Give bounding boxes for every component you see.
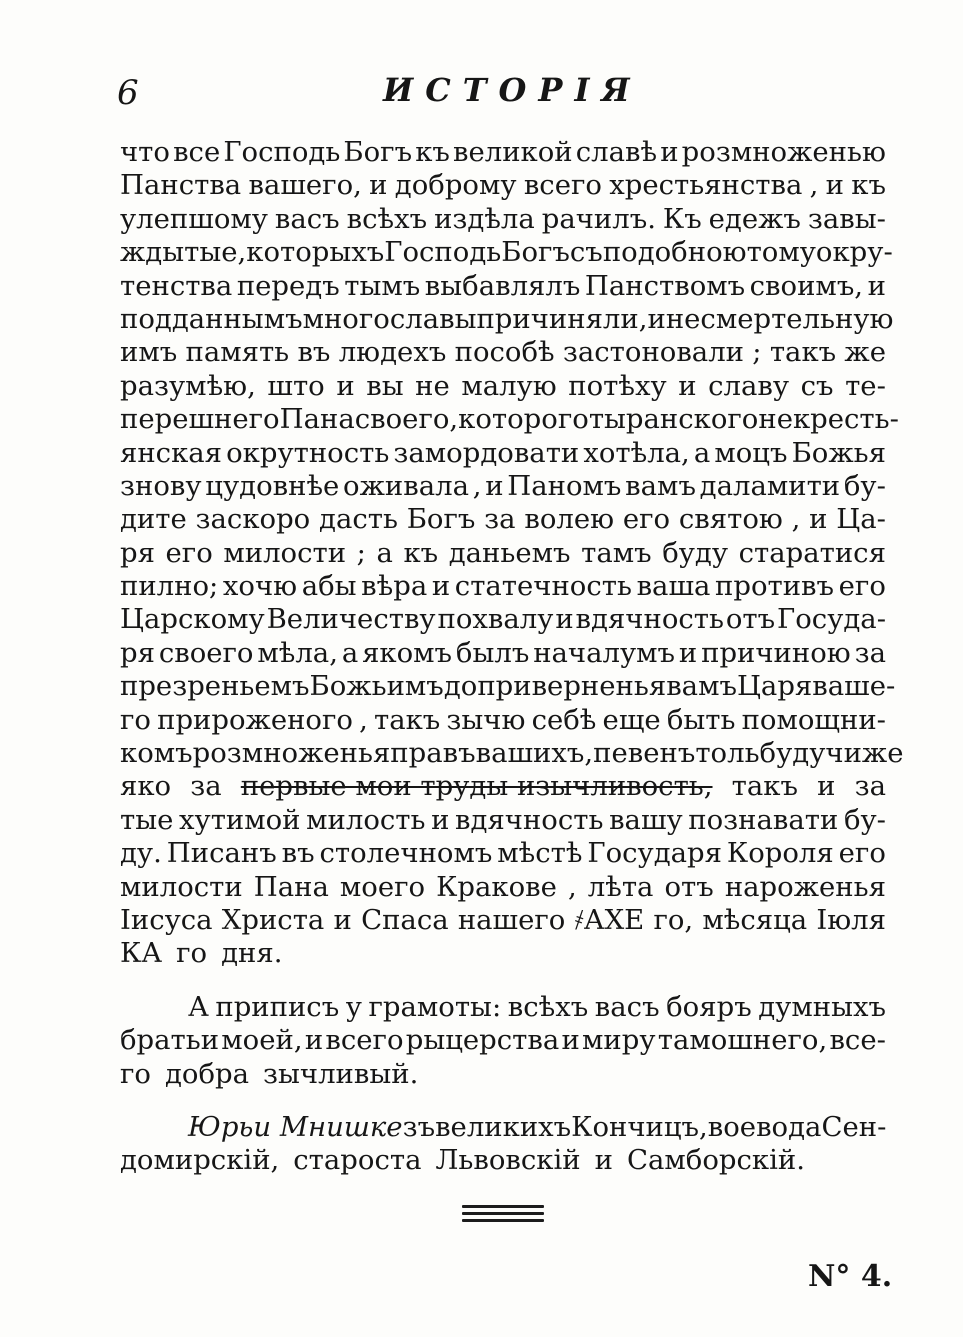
text-line — [120, 1111, 886, 1144]
text-line — [120, 603, 886, 636]
word: абы — [301, 570, 357, 603]
text-line — [120, 737, 904, 770]
word: и — [336, 369, 355, 402]
word: грамоты: — [368, 990, 502, 1023]
word: всѣхъ — [507, 990, 589, 1023]
word: будучи — [759, 737, 862, 770]
text-line — [120, 570, 886, 603]
word: за — [854, 636, 886, 669]
text-line — [120, 270, 886, 303]
word: пособѣ — [454, 336, 555, 369]
word: и — [369, 169, 388, 202]
word: Царскому — [120, 603, 265, 636]
word: лѣта — [587, 870, 654, 903]
word: же — [861, 737, 904, 770]
word: тыранского — [588, 403, 759, 436]
word: миру — [582, 1024, 656, 1057]
word: тамъ — [581, 536, 652, 569]
word: всего — [325, 1024, 404, 1057]
word: некресть- — [758, 403, 899, 436]
word: а — [341, 636, 359, 669]
word: славу — [708, 369, 790, 402]
text-line — [120, 770, 886, 803]
word: всѣхъ — [346, 202, 428, 235]
word: себѣ — [531, 703, 597, 736]
word: Богъ — [343, 136, 413, 168]
word: яко — [120, 770, 172, 803]
word: за — [854, 770, 886, 803]
word: Львовскій — [435, 1144, 581, 1177]
word: до — [443, 670, 478, 703]
word: а — [693, 436, 711, 469]
word: приписъ — [215, 990, 340, 1023]
word: бу- — [843, 469, 886, 502]
text-line — [120, 336, 886, 369]
word: славѣ — [575, 136, 658, 168]
word: и — [431, 803, 450, 836]
word: даньемъ — [448, 536, 571, 569]
word: святою — [678, 503, 783, 536]
word: Царя — [736, 670, 813, 703]
word: , — [809, 169, 819, 202]
word: Богъ — [501, 236, 570, 269]
text-line — [120, 1024, 886, 1057]
word: мѣсяца — [702, 903, 808, 936]
word: великихъ — [435, 1110, 572, 1143]
word: Іюля — [816, 903, 886, 936]
word: вдячность — [455, 803, 604, 836]
word: и — [867, 269, 886, 302]
word: передъ — [236, 269, 340, 302]
word: отъ — [664, 870, 714, 903]
word: Христа — [221, 903, 325, 936]
word: тые, — [184, 236, 247, 269]
word: Божьимъ — [309, 670, 444, 703]
word: го — [176, 937, 208, 970]
word: улепшому — [120, 202, 268, 235]
word: подданнымъ — [120, 302, 303, 335]
word: тамошнего, — [657, 1024, 828, 1057]
word: и — [660, 136, 679, 168]
word: што — [267, 369, 325, 402]
word: завы- — [807, 202, 886, 235]
word: подобною — [602, 236, 747, 269]
word: , — [472, 469, 482, 502]
word: моего — [339, 870, 426, 903]
word: окрутность — [226, 436, 390, 469]
word: все- — [829, 1024, 886, 1057]
text-line — [120, 236, 893, 269]
word: заскоро — [195, 503, 311, 536]
text-line — [120, 537, 886, 570]
word: былъ — [455, 636, 530, 669]
word: и — [304, 1024, 324, 1057]
text-line — [120, 470, 886, 503]
word: Пана — [279, 403, 355, 436]
word: которого — [458, 403, 589, 436]
word: выбавлялъ — [424, 269, 581, 302]
word: ря — [120, 636, 155, 669]
word: а — [376, 536, 393, 569]
word: милость — [306, 803, 426, 836]
word: думныхъ — [758, 990, 886, 1023]
word: , — [567, 870, 577, 903]
word: замордовати — [393, 436, 580, 469]
word: все — [173, 136, 221, 168]
word: комъ — [120, 737, 193, 770]
word: вашу — [609, 803, 683, 836]
word: перешнего — [120, 403, 280, 436]
word: съ — [800, 369, 834, 402]
word: издѣла — [434, 202, 535, 235]
word: много — [302, 302, 390, 335]
word: мѣстѣ — [497, 837, 583, 870]
word: доброму — [394, 169, 517, 202]
word: янская — [120, 436, 223, 469]
word: похвалу — [437, 603, 554, 636]
word: мѣла, — [257, 636, 338, 669]
word: даламити — [699, 469, 841, 502]
signature-mark: N° 4. — [808, 1259, 893, 1294]
word: и — [485, 469, 504, 502]
word: тые — [120, 803, 174, 836]
word: цудовнѣе — [205, 469, 340, 502]
word: быть — [666, 703, 736, 736]
word: его — [838, 837, 886, 870]
text-line — [120, 937, 886, 970]
word: , — [638, 302, 648, 335]
word: его — [622, 503, 671, 536]
word: презреньемъ — [120, 670, 310, 703]
word: вы — [366, 369, 404, 402]
word: буду — [662, 536, 729, 569]
word: моцъ — [714, 436, 788, 469]
word: Божья — [791, 436, 886, 469]
word: и — [825, 169, 844, 202]
word: зычливый. — [263, 1057, 419, 1090]
text-line — [120, 1144, 886, 1177]
word: милости — [223, 536, 347, 569]
word: вамъ — [625, 469, 696, 502]
word: Самборскій. — [626, 1144, 805, 1177]
word: помощни- — [741, 703, 886, 736]
word: славы — [389, 302, 477, 335]
word: и — [809, 503, 828, 536]
section-divider-rule — [462, 1205, 544, 1226]
word: , — [359, 703, 368, 736]
word: Іисуса — [120, 903, 213, 936]
word: память — [185, 336, 290, 369]
text-line — [120, 804, 886, 837]
word: окру- — [815, 236, 893, 269]
word: и — [817, 770, 836, 803]
paragraph-signature — [120, 1111, 886, 1178]
word: знову — [120, 469, 202, 502]
body-text — [120, 136, 904, 1178]
word: малую — [461, 369, 557, 402]
word: статечность — [454, 570, 632, 603]
word: Панства — [120, 169, 242, 202]
word: за — [484, 503, 516, 536]
word: прироженого — [157, 703, 353, 736]
word: Кракове — [436, 870, 557, 903]
word: рыцерства — [405, 1024, 560, 1057]
word: Къ — [662, 202, 702, 235]
word: къ — [851, 169, 886, 202]
text-line — [120, 403, 899, 436]
word: Кончицъ, — [571, 1110, 708, 1143]
word: къ — [403, 536, 439, 569]
word: Юрьи Мнишке — [188, 1110, 403, 1143]
word: нашего — [457, 903, 566, 936]
word: якомъ — [362, 636, 453, 669]
word: толь — [695, 737, 760, 770]
word: вдячность — [575, 603, 724, 636]
text-line — [120, 503, 886, 536]
text-line — [120, 904, 886, 937]
word: едежъ — [708, 202, 801, 235]
text-line — [120, 370, 886, 403]
word: и — [594, 1144, 613, 1177]
word: ваша — [636, 570, 711, 603]
word: бояръ — [666, 990, 752, 1023]
word: людехъ — [338, 336, 447, 369]
word: которыхъ — [246, 236, 385, 269]
text-line — [120, 203, 886, 236]
word: дня. — [221, 937, 283, 970]
word: ; — [356, 536, 366, 569]
word: го — [120, 1057, 151, 1090]
text-line — [120, 437, 886, 470]
text-line — [120, 637, 886, 670]
word: хочю — [222, 570, 298, 603]
word: великой — [453, 136, 573, 168]
word: розмноженью — [681, 136, 886, 168]
word: приверненья — [477, 670, 667, 703]
word: ря — [120, 536, 155, 569]
word: вѣра — [361, 570, 428, 603]
word: съ — [569, 236, 603, 269]
word: не — [415, 369, 450, 402]
word: ваше- — [812, 670, 896, 703]
word: несмертельную — [665, 302, 894, 335]
word: , — [449, 403, 459, 436]
word: началумъ — [533, 636, 676, 669]
word: , — [791, 503, 801, 536]
word: и — [561, 1024, 580, 1057]
word: своего — [354, 403, 450, 436]
word: за — [190, 770, 222, 803]
word: противъ — [715, 570, 835, 603]
word: такъ — [731, 770, 798, 803]
word: тому — [746, 236, 816, 269]
word: и — [678, 369, 697, 402]
word: столечномъ — [319, 837, 493, 870]
word: Короля — [726, 837, 834, 870]
word: и — [431, 570, 451, 603]
word: у — [345, 990, 362, 1023]
word: моей, — [221, 1024, 303, 1057]
word: всего — [523, 169, 602, 202]
word: что — [120, 136, 170, 168]
word: въ — [281, 837, 315, 870]
word: рачилъ. — [541, 202, 656, 235]
word: такъ — [373, 703, 441, 736]
word: своего — [158, 636, 254, 669]
word: причиною — [701, 636, 851, 669]
word: причиняли — [476, 302, 639, 335]
word: васъ — [274, 202, 340, 235]
word: Ца- — [836, 503, 886, 536]
word: пилно; — [120, 570, 219, 603]
word: дасть — [319, 503, 398, 536]
word: вашихъ, — [475, 737, 594, 770]
word: отъ — [725, 603, 776, 636]
word: бу- — [843, 803, 886, 836]
word: вамъ — [666, 670, 737, 703]
word: Величеству — [266, 603, 436, 636]
word: и — [333, 903, 352, 936]
word: братьи — [120, 1024, 220, 1057]
word: и — [647, 302, 666, 335]
word: старатися — [738, 536, 886, 569]
text-line — [120, 136, 886, 169]
paragraph-letter — [120, 136, 904, 971]
word: Спаса — [361, 903, 449, 936]
word: Господь — [223, 136, 341, 168]
word: Писанъ — [166, 837, 277, 870]
word: жды — [120, 236, 185, 269]
text-line — [120, 704, 886, 737]
word: нароженья — [724, 870, 886, 903]
word: староста — [293, 1144, 422, 1177]
word: те- — [845, 369, 886, 402]
word: Пана — [253, 870, 329, 903]
word: домирскій, — [120, 1144, 280, 1177]
paragraph-postscript — [120, 991, 886, 1091]
word: Госуда- — [777, 603, 886, 636]
page-number: 6 — [117, 73, 139, 113]
word: хутимой — [179, 803, 301, 836]
word: ; — [752, 336, 762, 369]
word: Сен- — [821, 1110, 887, 1143]
word: дите — [120, 503, 187, 536]
word: волею — [524, 503, 615, 536]
page-header — [0, 68, 963, 118]
word: воевода — [707, 1110, 822, 1143]
text-line — [120, 837, 886, 870]
word: къ — [415, 136, 450, 168]
word: Панствомъ — [584, 269, 746, 302]
word: имъ — [120, 336, 178, 369]
word: ду. — [120, 837, 162, 870]
running-head: ИСТОРІЯ — [383, 71, 642, 109]
text-line — [120, 871, 886, 904]
word: розмноженья — [192, 737, 391, 770]
word: ҂АХЕ — [574, 903, 645, 936]
word: своимъ, — [749, 269, 864, 302]
word: тенства — [120, 269, 233, 302]
word: въ — [297, 336, 331, 369]
word: потѣху — [568, 369, 667, 402]
word: го, — [653, 903, 694, 936]
word: певенъ — [593, 737, 696, 770]
word: Государя — [587, 837, 723, 870]
word: зъ — [402, 1110, 436, 1143]
word: хрестьянства — [609, 169, 803, 202]
word: зычю — [446, 703, 526, 736]
text-line — [120, 670, 896, 703]
word: хотѣла, — [583, 436, 690, 469]
word: тымъ — [344, 269, 421, 302]
word: вашего, — [248, 169, 362, 202]
word: такъ — [769, 336, 837, 369]
word: Богъ — [406, 503, 476, 536]
word: КА — [120, 937, 163, 970]
word: же — [844, 336, 886, 369]
word: го — [120, 703, 151, 736]
word: и — [678, 636, 698, 669]
word: застоновали — [562, 336, 745, 369]
text-line — [120, 1058, 886, 1091]
word: разумѣю, — [120, 369, 256, 402]
word: познавати — [688, 803, 839, 836]
word: милости — [120, 870, 243, 903]
word: оживала — [343, 469, 469, 502]
text-line — [120, 991, 886, 1024]
text-line — [120, 302, 894, 336]
word: первые мои труды изычливость, — [240, 770, 713, 803]
word: его — [838, 570, 886, 603]
word: Паномъ — [507, 469, 622, 502]
word: васъ — [594, 990, 660, 1023]
word: еще — [602, 703, 661, 736]
word: правъ — [390, 737, 476, 770]
word: добра — [164, 1057, 250, 1090]
word: Господь — [384, 236, 502, 269]
word: его — [165, 536, 213, 569]
word: и — [555, 603, 574, 636]
word: А — [188, 990, 209, 1023]
text-line — [120, 169, 886, 202]
